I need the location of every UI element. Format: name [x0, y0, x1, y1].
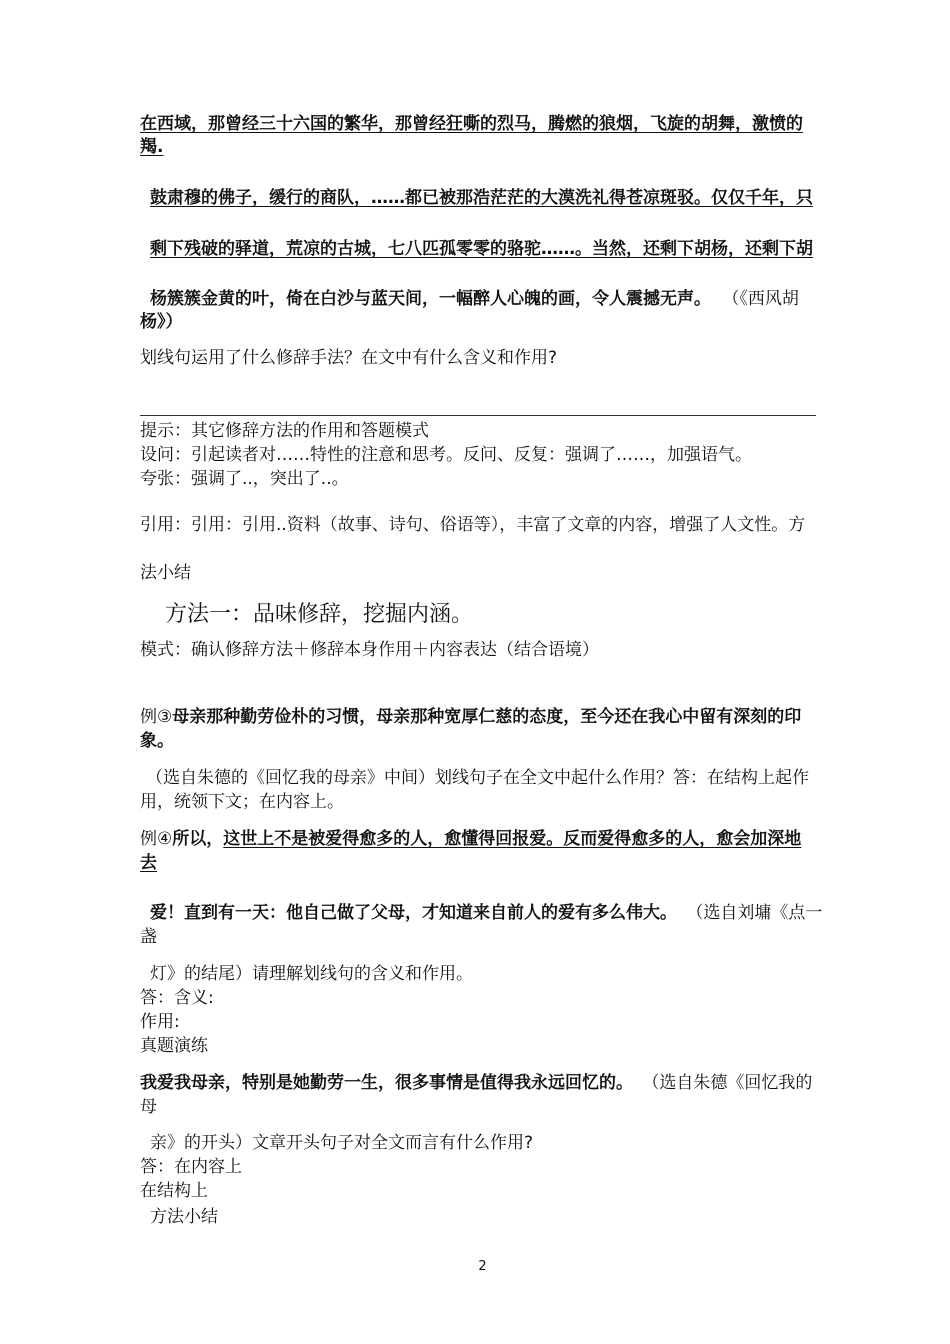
- example4-line5: 灯》的结尾）请理解划线句的含义和作用。: [150, 964, 473, 984]
- page-number: 2: [478, 1259, 487, 1274]
- example4-source2: 盏: [140, 927, 157, 947]
- passage1-source: （《西风胡: [722, 289, 799, 309]
- example3-text1: 母亲那种勤劳俭朴的习惯，母亲那种宽厚仁慈的态度，至今还在我心中留有深刻的印: [172, 707, 802, 727]
- practice-title: 真题演练: [140, 1036, 208, 1056]
- answer-line: [140, 415, 816, 416]
- passage1-line3: 鼓肃穆的佛子，缓行的商队，……都已被那浩茫茫的大漠洗礼得苍凉斑驳。仅仅千年，只: [150, 188, 813, 208]
- method1-pattern: 模式：确认修辞方法＋修辞本身作用＋内容表达（结合语境）: [140, 640, 599, 660]
- example3-question2: 用，统领下文；在内容上。: [140, 792, 344, 812]
- practice-line1: [140, 1071, 812, 1095]
- example4-source1: （选自刘墉《点一: [686, 903, 823, 923]
- tips-kuazhang: 夸张：强调了..，突出了..。: [140, 469, 349, 489]
- tips-summary-tail: 法小结: [140, 563, 191, 583]
- example3-line1: [140, 705, 801, 729]
- practice-answer-structure: 在结构上: [140, 1181, 208, 1201]
- example4-answer-meaning: 答：含义:: [140, 988, 214, 1008]
- passage1-line4: 剩下残破的驿道，荒凉的古城，七八匹孤零零的骆驼……。当然，还剩下胡杨，还剩下胡: [150, 239, 813, 259]
- practice-question: 亲》的开头）文章开头句子对全文而言有什么作用?: [150, 1133, 534, 1153]
- example4-line1: [140, 827, 801, 851]
- tips-shewen: 设问：引起读者对……特性的注意和思考。反问、反复：强调了……，加强语气。: [140, 445, 752, 465]
- tips-yinyong: 引用：引用：引用..资料（故事、诗句、俗语等），丰富了文章的内容，增强了人文性。方: [140, 515, 806, 535]
- practice-source2: 母: [140, 1097, 157, 1117]
- example4-underlined1: 这世上不是被爱得愈多的人，愈懂得回报爱。反而爱得愈多的人，愈会加深地: [223, 829, 802, 849]
- example4-label: 例④: [140, 829, 173, 849]
- example4-line3-wrap: [150, 901, 822, 925]
- example4-underlined2: 去: [140, 853, 157, 873]
- passage1-line1: 在西域，那曾经三十六国的繁华，那曾经狂嘶的烈马，腾燃的狼烟，飞旋的胡舞，激愤的: [140, 114, 803, 134]
- question1: 划线句运用了什么修辞手法？在文中有什么含义和作用?: [140, 348, 558, 368]
- passage1-line5-wrap: [150, 287, 799, 311]
- example4-answer-function: 作用:: [140, 1012, 180, 1032]
- practice-text: 我爱我母亲，特别是她勤劳一生，很多事情是值得我永远回忆的。: [140, 1073, 633, 1093]
- passage1-line5: 杨簇簇金黄的叶，倚在白沙与蓝天间，一幅醉人心魄的画，令人震撼无声。: [150, 289, 711, 309]
- passage1-line6: 杨》）: [140, 312, 183, 332]
- example3-question1: （选自朱德的《回忆我的母亲》中间）划线句子在全文中起什么作用？答：在结构上起作: [146, 768, 809, 788]
- example3-label: 例③: [140, 707, 173, 727]
- example3-text2: 象。: [140, 731, 174, 751]
- practice-source1: （选自朱德《回忆我的: [642, 1073, 813, 1093]
- example4-prefix: 所以，: [172, 829, 224, 849]
- example4-line3: 爱！直到有一天：他自己做了父母，才知道来自前人的爱有多么伟大。: [150, 903, 677, 923]
- method1-heading: 方法一：品味修辞，挖掘内涵。: [165, 602, 474, 627]
- practice-answer-content: 答：在内容上: [140, 1157, 242, 1177]
- tips-title: 提示：其它修辞方法的作用和答题模式: [140, 421, 429, 441]
- passage1-line2: 羯.: [140, 137, 164, 157]
- practice-summary: 方法小结: [150, 1207, 218, 1227]
